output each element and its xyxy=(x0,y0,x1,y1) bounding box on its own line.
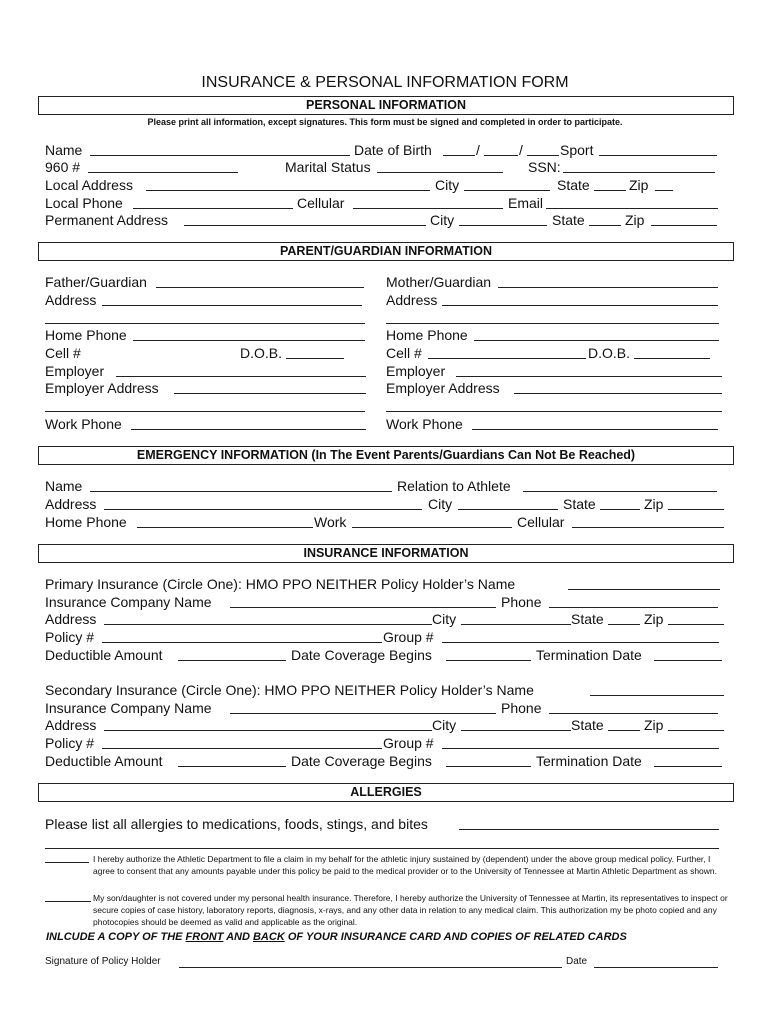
secondary-zip-label: Zip xyxy=(644,717,664,733)
secondary-company-label: Insurance Company Name xyxy=(45,700,212,716)
state-field[interactable] xyxy=(594,190,626,191)
state-field[interactable] xyxy=(589,225,621,226)
father-employer-address-line2[interactable] xyxy=(45,411,365,412)
primary-termination-field[interactable] xyxy=(654,660,722,661)
emergency-state-field[interactable] xyxy=(600,509,640,510)
marital-field[interactable] xyxy=(377,172,503,173)
emergency-address-label: Address xyxy=(45,496,97,512)
dob-day-field[interactable] xyxy=(484,155,518,156)
primary-insurance-label: Primary Insurance (Circle One): HMO PPO NEITHER Policy Holder’s Name xyxy=(45,576,516,592)
secondary-group-field[interactable] xyxy=(442,748,719,749)
emergency-name-field[interactable] xyxy=(90,491,392,492)
include-text-a: INLCUDE A COPY OF THE xyxy=(46,931,186,943)
back-text: BACK xyxy=(252,931,285,943)
emergency-name-label: Name xyxy=(45,478,83,494)
secondary-deductible-label: Deductible Amount xyxy=(45,753,163,769)
father-address-line2[interactable] xyxy=(45,323,365,324)
mother-employer-address-field[interactable] xyxy=(514,393,722,394)
secondary-phone-field[interactable] xyxy=(549,713,718,714)
father-dob-field[interactable] xyxy=(286,358,344,359)
father-home-phone-field[interactable] xyxy=(133,340,365,341)
row-parent-employer-address xyxy=(0,379,770,397)
row-secondary-deductible xyxy=(0,752,770,770)
secondary-holder-field[interactable] xyxy=(590,695,724,696)
section-header-parent: PARENT/GUARDIAN INFORMATION xyxy=(38,242,734,261)
secondary-policy-field[interactable] xyxy=(102,748,382,749)
father-address-label: Address xyxy=(45,292,97,308)
mother-field[interactable] xyxy=(498,287,718,288)
mother-employer-label: Employer xyxy=(386,363,446,379)
emergency-city-field[interactable] xyxy=(458,509,558,510)
section-header-personal: PERSONAL INFORMATION xyxy=(38,96,734,115)
secondary-coverage-label: Date Coverage Begins xyxy=(291,753,432,769)
mother-employer-address-label: Employer Address xyxy=(386,380,500,396)
city-label: City xyxy=(435,177,460,193)
primary-company-field[interactable] xyxy=(230,607,496,608)
relation-field[interactable] xyxy=(523,491,717,492)
secondary-insurance-label: Secondary Insurance (Circle One): HMO PPO NEITHER Policy Holder’s Name xyxy=(45,682,534,698)
sport-label: Sport xyxy=(560,142,594,158)
row-parent-employer-address-2 xyxy=(0,397,770,415)
row-secondary-policy xyxy=(0,734,770,752)
mother-employer-field[interactable] xyxy=(456,376,722,377)
mother-home-phone-field[interactable] xyxy=(474,340,719,341)
allergies-field-line2[interactable] xyxy=(45,848,719,849)
row-secondary-insurance xyxy=(0,681,770,699)
id960-label: 960 # xyxy=(45,159,81,175)
primary-address-field[interactable] xyxy=(104,624,432,625)
father-label: Father/Guardian xyxy=(45,274,147,290)
ssn-field[interactable] xyxy=(563,172,715,173)
emergency-zip-field[interactable] xyxy=(668,509,724,510)
row-parent-address-2 xyxy=(0,309,770,327)
row-parent-work-phone xyxy=(0,415,770,433)
row-parent-cell xyxy=(0,344,770,362)
form-title: INSURANCE & PERSONAL INFORMATION FORM xyxy=(201,74,569,91)
emergency-state-label: State xyxy=(563,496,596,512)
father-employer-label: Employer xyxy=(45,363,105,379)
marital-label: Marital Status xyxy=(285,159,371,175)
father-employer-field[interactable] xyxy=(116,376,366,377)
primary-group-field[interactable] xyxy=(442,642,719,643)
row-primary-insurance xyxy=(0,575,770,593)
primary-coverage-field[interactable] xyxy=(446,660,531,661)
emergency-cellular-label: Cellular xyxy=(517,514,565,530)
mother-cell-field[interactable] xyxy=(428,358,586,359)
emergency-zip-label: Zip xyxy=(644,496,664,512)
primary-state-label: State xyxy=(571,611,604,627)
mother-label: Mother/Guardian xyxy=(386,274,492,290)
mother-address-label: Address xyxy=(386,292,438,308)
zip-label: Zip xyxy=(625,212,645,228)
and-text: AND xyxy=(223,931,253,943)
row-parent-employer xyxy=(0,362,770,380)
not-covered-initial-line xyxy=(45,901,91,902)
state-label: State xyxy=(552,212,585,228)
row-local-phone xyxy=(0,194,770,212)
permanent-address-label: Permanent Address xyxy=(45,212,168,228)
row-emergency-address xyxy=(0,495,770,513)
emergency-address-field[interactable] xyxy=(104,509,422,510)
primary-state-field[interactable] xyxy=(608,624,640,625)
primary-phone-label: Phone xyxy=(501,594,542,610)
secondary-company-field[interactable] xyxy=(230,713,496,714)
emergency-cellular-field[interactable] xyxy=(572,527,724,528)
row-permanent-address xyxy=(0,211,770,229)
section-header-allergies: ALLERGIES xyxy=(38,783,734,802)
row-primary-policy xyxy=(0,628,770,646)
signature-field[interactable] xyxy=(179,967,562,968)
row-emergency-phones xyxy=(0,513,770,531)
local-phone-label: Local Phone xyxy=(45,195,123,211)
mother-cell-label: Cell # xyxy=(386,345,422,361)
mother-work-phone-label: Work Phone xyxy=(386,416,463,432)
secondary-policy-label: Policy # xyxy=(45,735,95,751)
primary-policy-label: Policy # xyxy=(45,629,95,645)
secondary-termination-field[interactable] xyxy=(654,766,722,767)
secondary-address-label: Address xyxy=(45,717,97,733)
primary-city-field[interactable] xyxy=(461,624,571,625)
primary-address-label: Address xyxy=(45,611,97,627)
state-label: State xyxy=(557,177,590,193)
secondary-state-label: State xyxy=(571,717,604,733)
name-label: Name xyxy=(45,142,83,158)
zip-label: Zip xyxy=(629,177,649,193)
primary-phone-field[interactable] xyxy=(549,607,718,608)
row-primary-address xyxy=(0,610,770,628)
email-field[interactable] xyxy=(546,208,718,209)
primary-holder-field[interactable] xyxy=(568,589,720,590)
emergency-work-field[interactable] xyxy=(352,527,512,528)
primary-city-label: City xyxy=(432,611,457,627)
emergency-work-label: Work xyxy=(314,514,347,530)
primary-deductible-label: Deductible Amount xyxy=(45,647,163,663)
row-secondary-address xyxy=(0,716,770,734)
emergency-home-phone-label: Home Phone xyxy=(45,514,127,530)
father-employer-address-label: Employer Address xyxy=(45,380,159,396)
father-dob-label: D.O.B. xyxy=(240,345,283,361)
primary-termination-label: Termination Date xyxy=(536,647,642,663)
mother-address-field[interactable] xyxy=(442,305,718,306)
mother-home-phone-label: Home Phone xyxy=(386,327,468,343)
primary-coverage-label: Date Coverage Begins xyxy=(291,647,432,663)
allergies-field[interactable] xyxy=(459,829,719,830)
dob-year-field[interactable] xyxy=(527,155,559,156)
mother-dob-label: D.O.B. xyxy=(588,345,631,361)
row-allergies xyxy=(0,815,770,833)
mother-dob-field[interactable] xyxy=(634,358,710,359)
not-covered-statement: My son/daughter is not covered under my personal health insurance. Therefore, I hereby authorize the University of Tennessee at Martin, its representatives to inspect or secure copies of case history, laboratory reports, diagnosis, x-rays, and any other data in relation to any medical claim. This authorization my be photo copied and any photocopies should be deemed as valid and applicable as the original. xyxy=(93,893,728,927)
father-home-phone-label: Home Phone xyxy=(45,327,127,343)
row-name-dob-sport xyxy=(0,141,770,159)
dob-label: Date of Birth xyxy=(354,142,432,158)
ssn-label: SSN: xyxy=(528,159,561,175)
primary-zip-label: Zip xyxy=(644,611,664,627)
row-father-mother xyxy=(0,273,770,291)
city-field[interactable] xyxy=(464,190,550,191)
primary-deductible-field[interactable] xyxy=(178,660,286,661)
father-cell-label: Cell # xyxy=(45,345,81,361)
primary-policy-field[interactable] xyxy=(102,642,382,643)
emergency-city-label: City xyxy=(428,496,453,512)
primary-zip-field[interactable] xyxy=(668,624,724,625)
row-parent-home-phone xyxy=(0,326,770,344)
row-primary-company xyxy=(0,593,770,611)
email-label: Email xyxy=(508,195,544,211)
authorize-statement: I hereby authorize the Athletic Department to file a claim in my behalf for the athletic injury sustained by (dependent) under the above group medical policy. Further, I agree to consent that any amounts payable under this policy be paid to the medical provider or to the University of Tennessee at Martin Athletic Department as shown. xyxy=(93,854,717,876)
section-header-emergency: EMERGENCY INFORMATION (In The Event Parents/Guardians Can Not Be Reached) xyxy=(38,446,734,465)
id960-field[interactable] xyxy=(88,172,238,173)
city-field[interactable] xyxy=(459,225,547,226)
row-local-address xyxy=(0,176,770,194)
mother-work-phone-field[interactable] xyxy=(472,429,718,430)
secondary-phone-label: Phone xyxy=(501,700,542,716)
dob-slash: / xyxy=(519,142,523,158)
local-phone-field[interactable] xyxy=(133,208,293,209)
father-field[interactable] xyxy=(156,287,364,288)
secondary-state-field[interactable] xyxy=(608,730,640,731)
mother-address-line2[interactable] xyxy=(386,323,719,324)
secondary-zip-field[interactable] xyxy=(668,730,724,731)
secondary-deductible-field[interactable] xyxy=(178,766,286,767)
secondary-group-label: Group # xyxy=(383,735,434,751)
include-text-b: OF YOUR INSURANCE CARD AND COPIES OF RELATED CARDS xyxy=(284,931,627,943)
primary-company-label: Insurance Company Name xyxy=(45,594,212,610)
row-parent-address xyxy=(0,291,770,309)
signature-date-field[interactable] xyxy=(594,967,718,968)
dob-slash: / xyxy=(476,142,480,158)
secondary-address-field[interactable] xyxy=(104,730,432,731)
dob-month-field[interactable] xyxy=(443,155,475,156)
permanent-address-field[interactable] xyxy=(184,225,426,226)
authorize-initial-line xyxy=(45,862,89,863)
row-primary-deductible xyxy=(0,646,770,664)
secondary-termination-label: Termination Date xyxy=(536,753,642,769)
primary-group-label: Group # xyxy=(383,629,434,645)
local-address-label: Local Address xyxy=(45,177,133,193)
authorize-initial-field[interactable] xyxy=(45,853,89,865)
signature-label: Signature of Policy Holder xyxy=(45,956,161,967)
mother-employer-address-line2[interactable] xyxy=(386,411,722,412)
relation-label: Relation to Athlete xyxy=(397,478,511,494)
include-copy-notice xyxy=(46,931,627,943)
date-label: Date xyxy=(566,956,588,967)
emergency-home-phone-field[interactable] xyxy=(137,527,313,528)
father-employer-address-field[interactable] xyxy=(174,393,366,394)
row-signature xyxy=(0,956,770,972)
zip-field[interactable] xyxy=(655,190,673,191)
cellular-field[interactable] xyxy=(353,208,503,209)
section-header-insurance: INSURANCE INFORMATION xyxy=(38,544,734,563)
father-address-field[interactable] xyxy=(102,305,362,306)
zip-field[interactable] xyxy=(651,225,717,226)
secondary-coverage-field[interactable] xyxy=(446,766,531,767)
father-work-phone-field[interactable] xyxy=(131,429,366,430)
instructions: Please print all information, except signatures. This form must be signed and completed in order to participate. xyxy=(147,117,623,127)
father-work-phone-label: Work Phone xyxy=(45,416,122,432)
secondary-city-field[interactable] xyxy=(461,730,571,731)
not-covered-initial-field[interactable] xyxy=(45,892,91,904)
front-text: FRONT xyxy=(185,931,224,943)
cellular-label: Cellular xyxy=(297,195,345,211)
name-field[interactable] xyxy=(90,155,350,156)
row-secondary-company xyxy=(0,699,770,717)
row-allergies-2 xyxy=(0,834,770,852)
allergies-prompt: Please list all allergies to medications, foods, stings, and bites xyxy=(45,816,428,832)
secondary-city-label: City xyxy=(432,717,457,733)
local-address-field[interactable] xyxy=(146,190,430,191)
sport-field[interactable] xyxy=(599,155,717,156)
row-960-marital-ssn xyxy=(0,158,770,176)
city-label: City xyxy=(430,212,455,228)
row-emergency-name xyxy=(0,477,770,495)
